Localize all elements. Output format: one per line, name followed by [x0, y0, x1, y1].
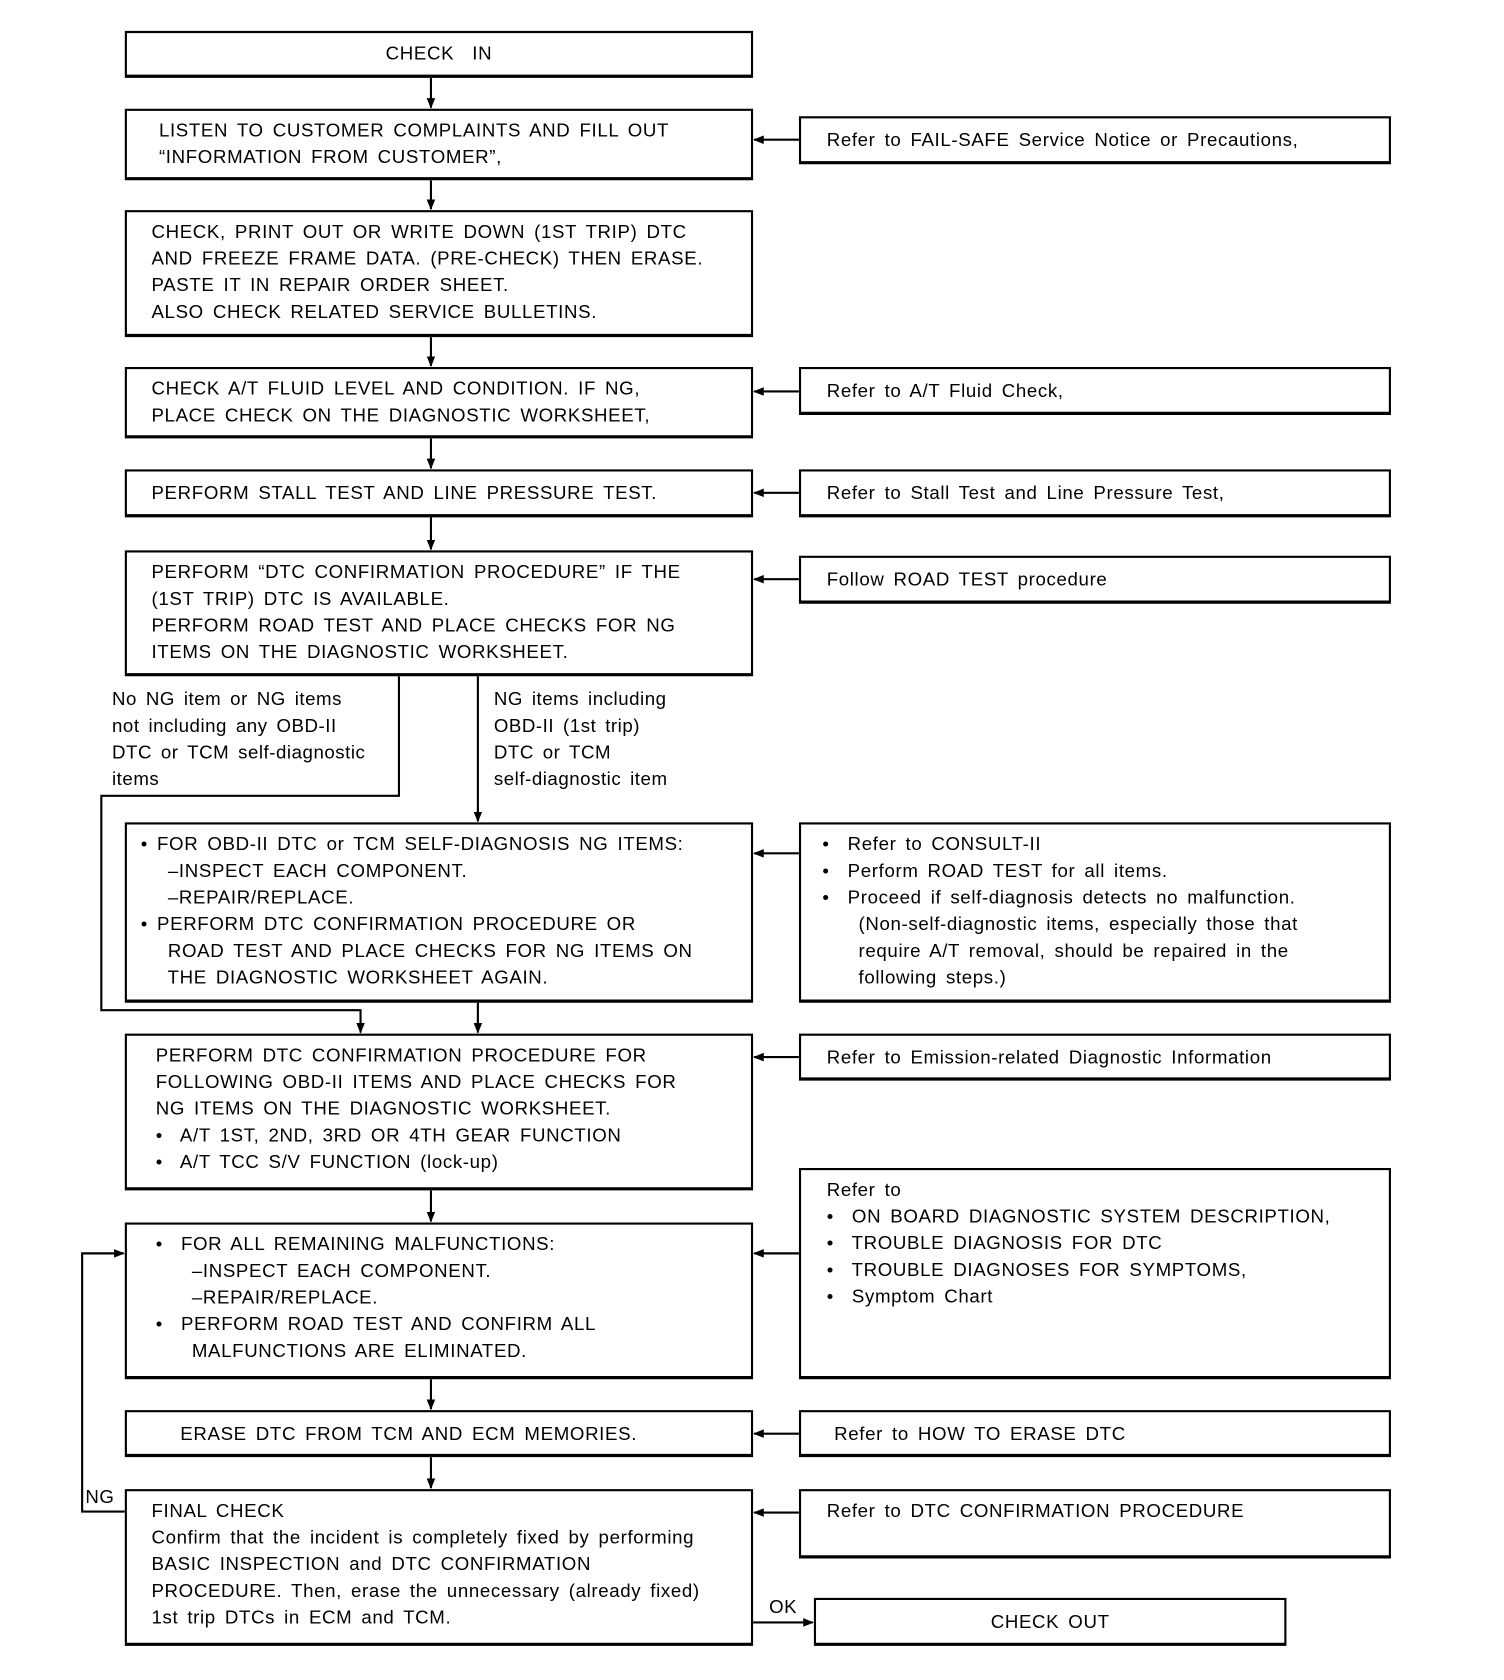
box-text-line: –INSPECT EACH COMPONENT. [155, 1259, 492, 1282]
box-text-line: NG ITEMS ON THE DIAGNOSTIC WORKSHEET. [155, 1097, 611, 1119]
box-text-line: CHECK A/T FLUID LEVEL AND CONDITION. IF NG, [151, 377, 641, 399]
box-text-line: CHECK OUT [990, 1610, 1110, 1632]
stall-box [125, 469, 753, 517]
listen-ref-box [799, 116, 1391, 164]
box-text-line: PASTE IT IN REPAIR ORDER SHEET. [151, 274, 509, 296]
box-text-line: BASIC INSPECTION and DTC CONFIRMATION [151, 1553, 592, 1575]
remaining-ref-box [799, 1168, 1391, 1379]
box-text-line: –INSPECT EACH COMPONENT. [140, 859, 468, 882]
box-text-line: AND FREEZE FRAME DATA. (PRE-CHECK) THEN ERASE. [151, 247, 704, 269]
box-text-line: • A/T TCC S/V FUNCTION (lock-up) [155, 1150, 499, 1173]
final-box [125, 1489, 753, 1646]
box-text-line: FOLLOWING OBD-II ITEMS AND PLACE CHECKS FOR [155, 1070, 677, 1093]
obd-box [125, 822, 753, 1002]
box-text-line: –REPAIR/REPLACE. [155, 1286, 379, 1308]
box-text-line: NG items including [493, 688, 667, 710]
listen-box [125, 109, 753, 180]
obd-ref-box [799, 822, 1391, 1002]
box-text-line: CHECK IN [385, 42, 493, 65]
fluid-ref-box [799, 367, 1391, 415]
box-text-line: “INFORMATION FROM CUSTOMER”, [158, 146, 502, 168]
box-text-line: ALSO CHECK RELATED SERVICE BULLETINS. [151, 300, 598, 323]
box-text-line: • TROUBLE DIAGNOSIS FOR DTC [826, 1232, 1163, 1254]
box-text-line: Follow ROAD TEST procedure [826, 568, 1108, 590]
box-text-line: • PERFORM DTC CONFIRMATION PROCEDURE OR [140, 913, 636, 935]
ng-label: NG [85, 1485, 115, 1508]
box-text-line: Refer to [826, 1178, 902, 1201]
box-text-line: • Refer to CONSULT-II [822, 833, 1042, 855]
box-text-line: • FOR ALL REMAINING MALFUNCTIONS: [155, 1233, 556, 1255]
box-text-line: PERFORM ROAD TEST AND PLACE CHECKS FOR NG [151, 614, 676, 636]
box-text-line: 1st trip DTCs in ECM and TCM. [151, 1606, 452, 1628]
box-text-line: require A/T removal, should be repaired in the [822, 939, 1289, 962]
box-text-line: Refer to FAIL-SAFE Service Notice or Precautions, [826, 129, 1299, 151]
box-text-line: • Perform ROAD TEST for all items. [822, 859, 1168, 882]
box-text-line: FINAL CHECK [151, 1499, 285, 1522]
box-text-line: Refer to DTC CONFIRMATION PROCEDURE [826, 1499, 1245, 1522]
box-text-line: OBD-II (1st trip) [493, 714, 641, 737]
ok-label: OK [769, 1595, 798, 1618]
erase-box [125, 1410, 753, 1457]
check-in-box [125, 31, 753, 78]
box-text-line: • Symptom Chart [826, 1285, 994, 1307]
box-text-line: following steps.) [822, 966, 1007, 988]
box-text-line: Refer to A/T Fluid Check, [826, 379, 1064, 402]
box-text-line: ERASE DTC FROM TCM AND ECM MEMORIES. [180, 1422, 638, 1445]
box-text-line: (Non-self-diagnostic items, especially those that [822, 913, 1299, 935]
box-text-line: MALFUNCTIONS ARE ELIMINATED. [155, 1339, 527, 1362]
box-text-line: Confirm that the incident is completely fixed by performing [151, 1526, 695, 1548]
box-text-line: PLACE CHECK ON THE DIAGNOSTIC WORKSHEET, [151, 404, 651, 426]
box-text-line: Refer to Stall Test and Line Pressure Test, [826, 482, 1225, 504]
box-text-line: CHECK, PRINT OUT OR WRITE DOWN (1ST TRIP) DTC [151, 220, 687, 243]
box-text-line: PERFORM “DTC CONFIRMATION PROCEDURE” IF THE [151, 561, 681, 583]
dtc-ref-box [799, 556, 1391, 604]
remaining-box [125, 1222, 753, 1379]
box-text-line: ITEMS ON THE DIAGNOSTIC WORKSHEET. [151, 641, 569, 663]
box-text-line: • Proceed if self-diagnosis detects no malfunction. [822, 886, 1296, 908]
fluid-box [125, 367, 753, 438]
box-text-line: Refer to Emission-related Diagnostic Information [826, 1046, 1272, 1068]
box-text-line: DTC or TCM [493, 741, 612, 763]
check-out-box [814, 1598, 1287, 1646]
box-text-line: ROAD TEST AND PLACE CHECKS FOR NG ITEMS ON [140, 939, 693, 962]
erase-ref-box [799, 1410, 1391, 1457]
box-text-line: THE DIAGNOSTIC WORKSHEET AGAIN. [140, 966, 549, 988]
box-text-line: Refer to HOW TO ERASE DTC [834, 1422, 1126, 1445]
box-text-line: • PERFORM ROAD TEST AND CONFIRM ALL [155, 1313, 597, 1335]
box-text-line: PERFORM STALL TEST AND LINE PRESSURE TEST. [151, 482, 658, 504]
box-text-line: items [112, 768, 160, 790]
confirm-box [125, 1034, 753, 1191]
box-text-line: • ON BOARD DIAGNOSTIC SYSTEM DESCRIPTION, [826, 1205, 1331, 1227]
box-text-line: self-diagnostic item [493, 768, 668, 790]
box-text-line: • TROUBLE DIAGNOSES FOR SYMPTOMS, [826, 1258, 1247, 1281]
final-ref-box [799, 1489, 1391, 1558]
print-box [125, 210, 753, 337]
box-text-line: DTC or TCM self-diagnostic [112, 741, 366, 763]
box-text-line: PROCEDURE. Then, erase the unnecessary (already fixed) [151, 1579, 700, 1602]
box-text-line: PERFORM DTC CONFIRMATION PROCEDURE FOR [155, 1044, 647, 1066]
dtc-box [125, 550, 753, 676]
box-text-line: No NG item or NG items [112, 688, 343, 710]
box-text-line: (1ST TRIP) DTC IS AVAILABLE. [151, 587, 450, 610]
stall-ref-box [799, 469, 1391, 517]
confirm-ref-box [799, 1034, 1391, 1081]
box-text-line: not including any OBD-II [112, 714, 337, 737]
box-text-line: LISTEN TO CUSTOMER COMPLAINTS AND FILL OUT [158, 119, 670, 141]
branch-left-branch-label [112, 686, 365, 793]
box-text-line: • FOR OBD-II DTC or TCM SELF-DIAGNOSIS NG ITEMS: [140, 833, 684, 855]
branch-right-branch-label [494, 686, 668, 793]
box-text-line: –REPAIR/REPLACE. [140, 886, 355, 908]
box-text-line: • A/T 1ST, 2ND, 3RD OR 4TH GEAR FUNCTION [155, 1124, 622, 1146]
